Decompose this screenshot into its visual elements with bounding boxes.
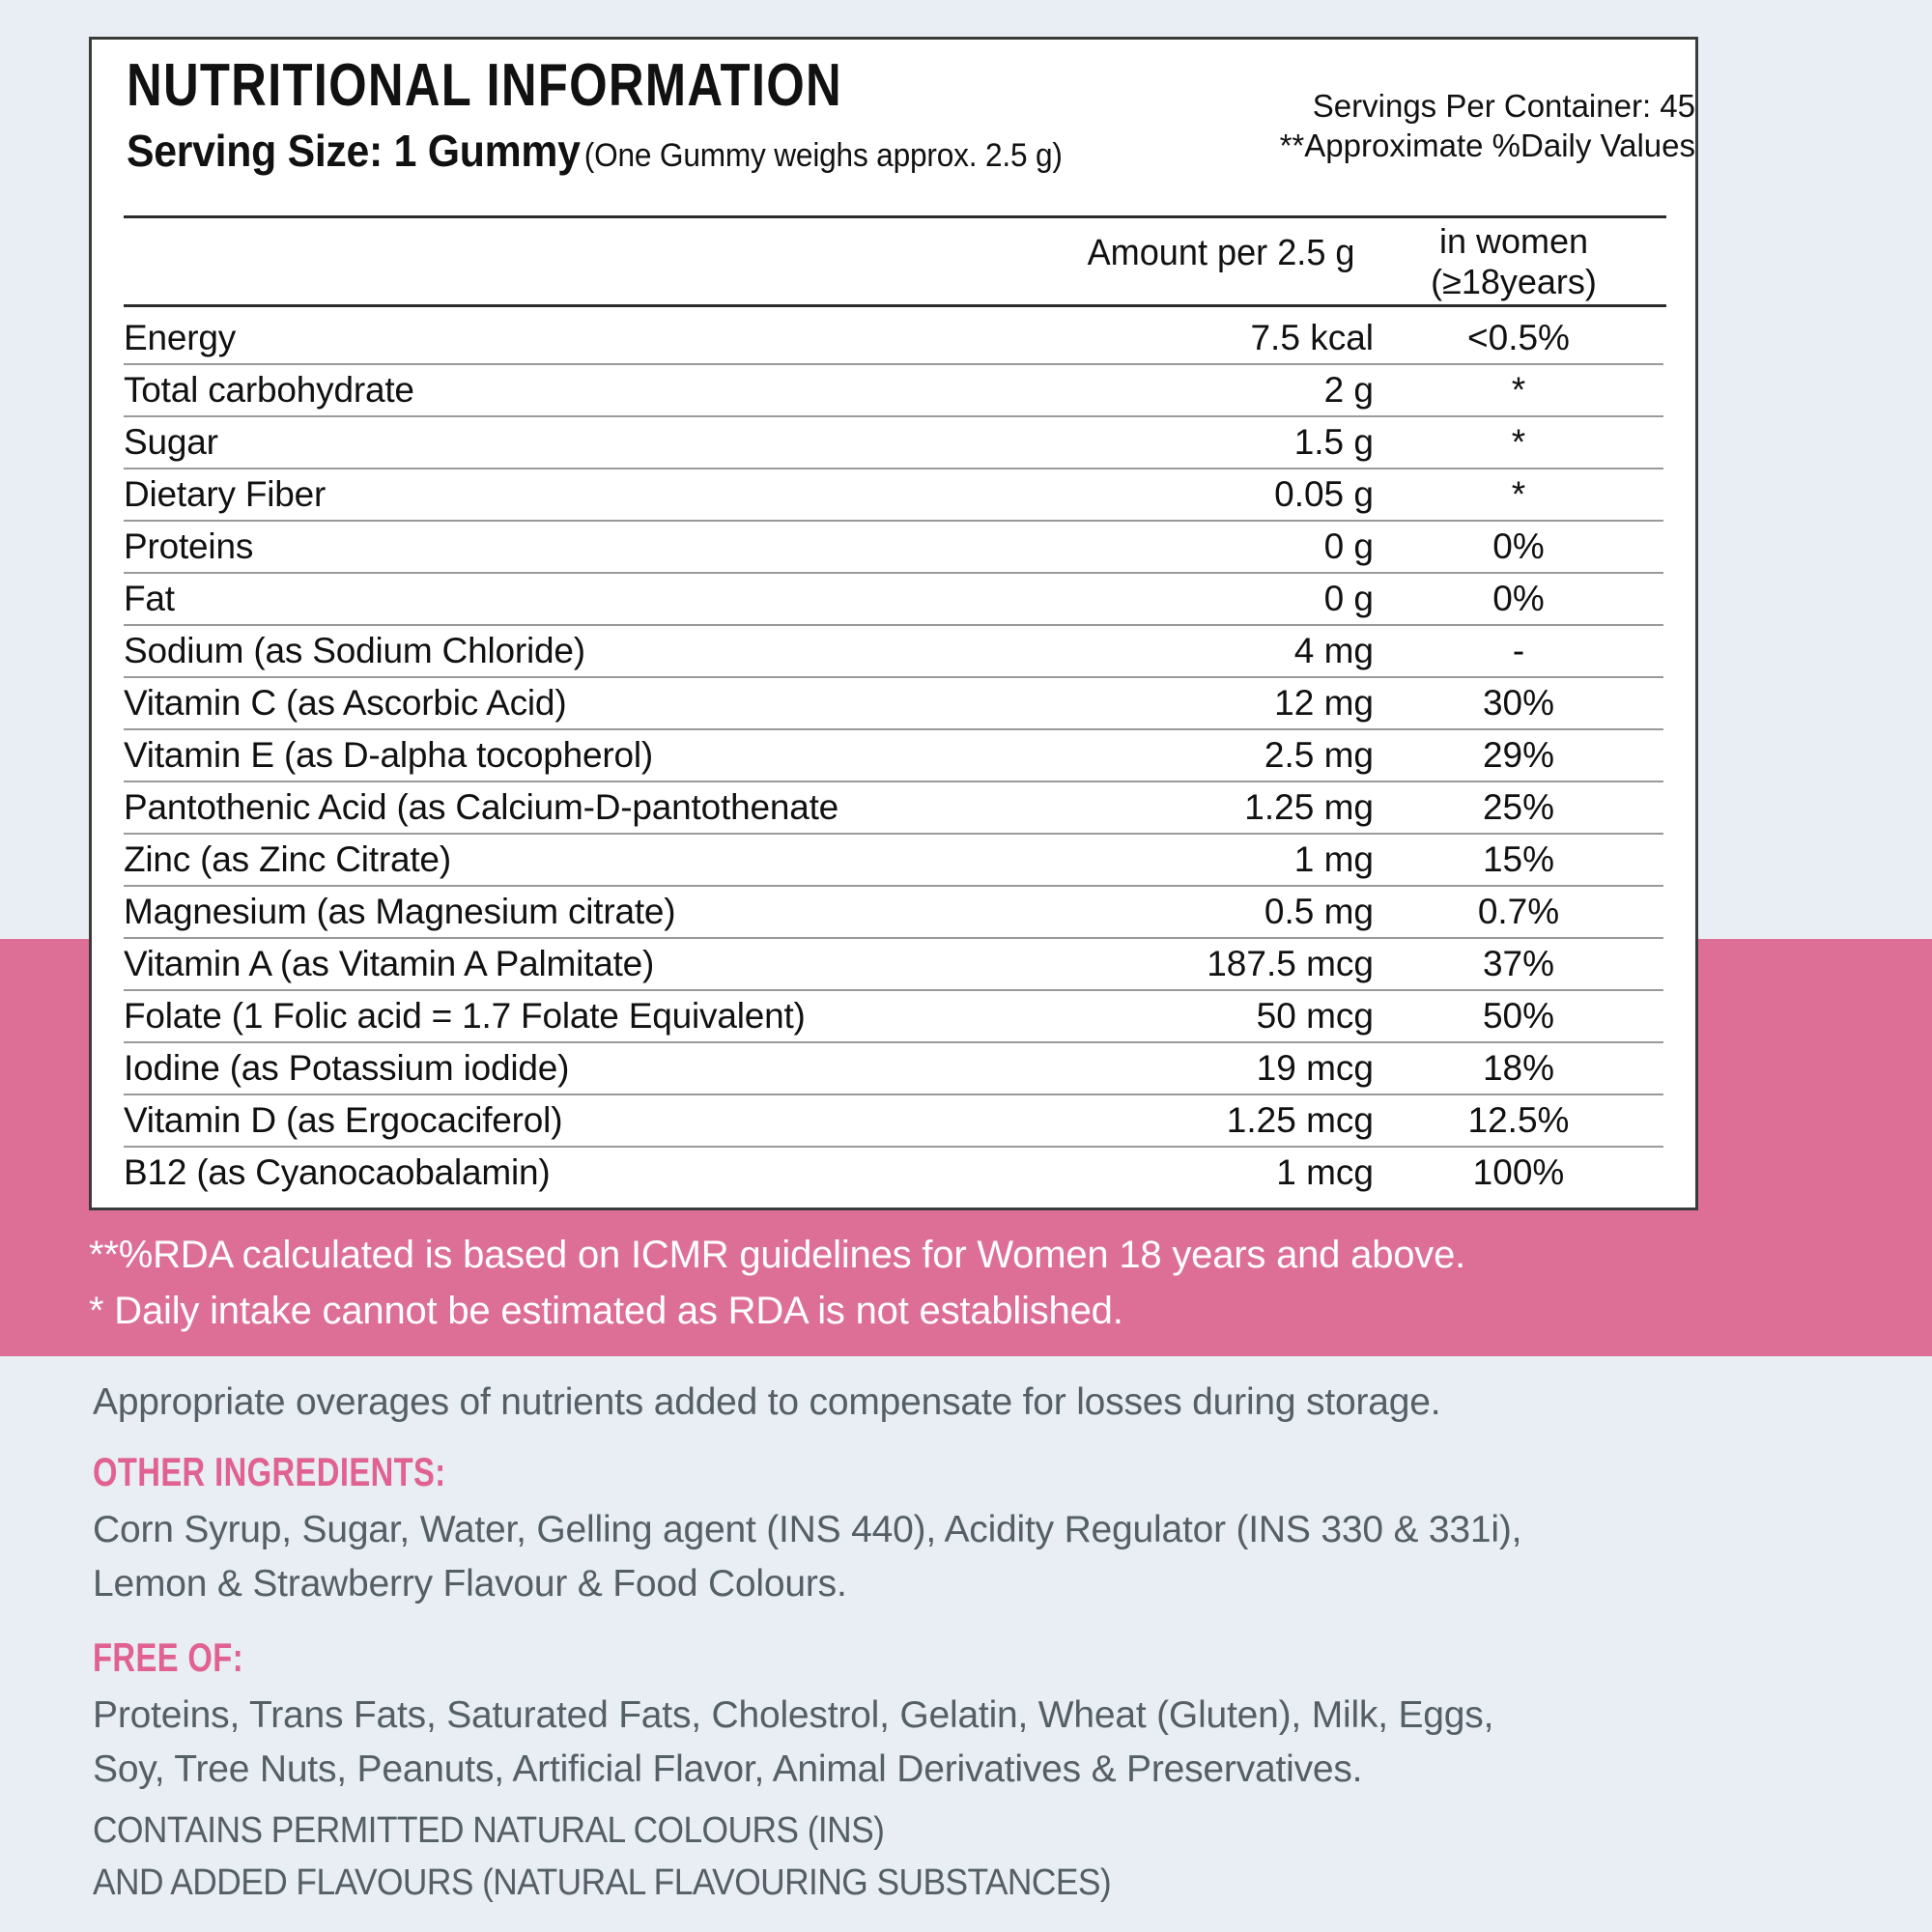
table-row: [124, 1147, 1663, 1198]
serving-size-label: Serving Size: 1 Gummy: [127, 126, 581, 176]
nutrient-daily-value: *: [1374, 469, 1663, 521]
nutrient-name: Iodine (as Potassium iodide): [124, 1042, 958, 1094]
nutrient-daily-value: 0%: [1374, 573, 1663, 625]
nutrient-daily-value: 29%: [1374, 729, 1663, 781]
nutrient-daily-value: 50%: [1374, 990, 1663, 1042]
table-row: [124, 469, 1663, 521]
nutrient-amount: 12 mg: [958, 677, 1374, 729]
column-header-daily-value-line1: in women: [1438, 221, 1589, 261]
nutrient-amount: 0 g: [958, 521, 1374, 573]
nutrient-name: Dietary Fiber: [124, 469, 958, 521]
nutrient-name: Vitamin E (as D-alpha tocopherol): [124, 729, 958, 781]
table-row: [124, 625, 1663, 677]
bottom-section: [93, 1379, 1861, 1909]
free-of-heading: FREE OF:: [93, 1634, 243, 1680]
nutrient-name: Sugar: [124, 416, 958, 469]
nutrient-amount: 1 mcg: [958, 1147, 1374, 1198]
free-of-text: [93, 1689, 1861, 1797]
contains-colours-line: CONTAINS PERMITTED NATURAL COLOURS (INS): [93, 1810, 885, 1851]
nutrient-daily-value: <0.5%: [1467, 318, 1570, 357]
other-ingredients-line-2: Lemon & Strawberry Flavour & Food Colours.: [93, 1563, 847, 1605]
nutrient-daily-value: 0.7%: [1374, 886, 1663, 938]
nutrition-facts-panel: [89, 37, 1698, 1210]
page-title: NUTRITIONAL INFORMATION: [127, 52, 842, 119]
nutrient-name: Pantothenic Acid (as Calcium-D-pantothenate: [124, 781, 958, 834]
table-row: [124, 990, 1663, 1042]
table-row: [124, 1042, 1663, 1094]
table-top-divider: [124, 304, 1666, 307]
table-row: [124, 938, 1663, 990]
table-row: [124, 364, 1663, 416]
daily-values-note: **Approximate %Daily Values: [1279, 128, 1695, 163]
table-row: [124, 416, 1663, 469]
nutrient-name: Sodium (as Sodium Chloride): [124, 625, 958, 677]
nutrient-name: Vitamin C (as Ascorbic Acid): [124, 677, 958, 729]
nutrient-daily-value: 12.5%: [1374, 1094, 1663, 1147]
column-header-daily-value: [1369, 221, 1659, 302]
table-row: [124, 521, 1663, 573]
rda-footnotes: [89, 1227, 1828, 1339]
nutrient-daily-value: 37%: [1374, 938, 1663, 990]
table-row: [124, 781, 1663, 834]
table-row: [124, 1094, 1663, 1147]
table-row: [124, 313, 1663, 364]
nutrient-amount: 0.5 mg: [958, 886, 1374, 938]
nutrient-name: Zinc (as Zinc Citrate): [124, 834, 958, 886]
table-row: [124, 729, 1663, 781]
nutrient-daily-value: *: [1374, 364, 1663, 416]
nutrient-amount: 7.5 kcal: [1250, 318, 1374, 357]
nutrient-daily-value: 30%: [1374, 677, 1663, 729]
nutrient-amount: 0.05 g: [958, 469, 1374, 521]
nutrient-name: Vitamin A (as Vitamin A Palmitate): [124, 938, 958, 990]
nutrient-daily-value: 18%: [1374, 1042, 1663, 1094]
servings-info: [1280, 86, 1695, 165]
nutrient-daily-value: *: [1374, 416, 1663, 469]
header-divider: [124, 215, 1666, 218]
nutrient-name: B12 (as Cyanocaobalamin): [124, 1147, 958, 1198]
nutrient-daily-value: 0%: [1374, 521, 1663, 573]
table-column-headers: [124, 219, 1666, 304]
overage-note: Appropriate overages of nutrients added to compensate for losses during storage.: [93, 1381, 1441, 1423]
servings-per-container: Servings Per Container: 45: [1312, 88, 1695, 124]
column-header-amount: Amount per 2.5 g: [1088, 233, 1355, 273]
table-row: [124, 677, 1663, 729]
table-row: [124, 886, 1663, 938]
serving-size-note: (One Gummy weighs approx. 2.5 g): [583, 137, 1063, 174]
nutrient-name: Magnesium (as Magnesium citrate): [124, 886, 958, 938]
nutrient-name: Fat: [124, 573, 958, 625]
nutrient-name: Folate (1 Folic acid = 1.7 Folate Equivalent): [124, 990, 958, 1042]
nutrient-amount: 1.5 g: [958, 416, 1374, 469]
free-of-line-1: Proteins, Trans Fats, Saturated Fats, Cholestrol, Gelatin, Wheat (Gluten), Milk, Eggs,: [93, 1694, 1494, 1736]
footnote-daily-intake: * Daily intake cannot be estimated as RDA is not established.: [89, 1290, 1123, 1332]
nutrient-amount: 4 mg: [958, 625, 1374, 677]
nutrient-daily-value: -: [1374, 625, 1663, 677]
other-ingredients-heading: OTHER INGREDIENTS:: [93, 1449, 446, 1494]
nutrient-amount: 1 mg: [958, 834, 1374, 886]
nutrient-name: Vitamin D (as Ergocaciferol): [124, 1094, 958, 1147]
nutrient-amount: 0 g: [958, 573, 1374, 625]
nutrient-name: Proteins: [124, 521, 958, 573]
column-header-daily-value-line2: (≥18years): [1431, 262, 1597, 301]
footnote-rda: **%RDA calculated is based on ICMR guidelines for Women 18 years and above.: [89, 1234, 1466, 1276]
nutrient-amount: 1.25 mg: [958, 781, 1374, 834]
table-row: [124, 834, 1663, 886]
nutrient-name: Energy: [124, 318, 237, 357]
nutrient-amount: 187.5 mcg: [958, 938, 1374, 990]
nutrient-daily-value: 25%: [1374, 781, 1663, 834]
nutrient-name: Total carbohydrate: [124, 364, 958, 416]
nutrition-table: [124, 313, 1663, 1198]
table-row: [124, 573, 1663, 625]
nutrient-amount: 1.25 mcg: [958, 1094, 1374, 1147]
nutrient-daily-value: 100%: [1374, 1147, 1663, 1198]
nutrient-amount: 2 g: [958, 364, 1374, 416]
other-ingredients-line-1: Corn Syrup, Sugar, Water, Gelling agent (INS 440), Acidity Regulator (INS 330 & 331i),: [93, 1509, 1522, 1550]
other-ingredients-text: [93, 1503, 1861, 1611]
free-of-line-2: Soy, Tree Nuts, Peanuts, Artificial Flavor, Animal Derivatives & Preservatives.: [93, 1748, 1363, 1790]
nutrient-daily-value: 15%: [1374, 834, 1663, 886]
nutrient-amount: 2.5 mg: [958, 729, 1374, 781]
nutrient-amount: 50 mcg: [958, 990, 1374, 1042]
added-flavours-line: AND ADDED FLAVOURS (NATURAL FLAVOURING SUBSTANCES): [93, 1862, 1112, 1903]
nutrient-amount: 19 mcg: [958, 1042, 1374, 1094]
